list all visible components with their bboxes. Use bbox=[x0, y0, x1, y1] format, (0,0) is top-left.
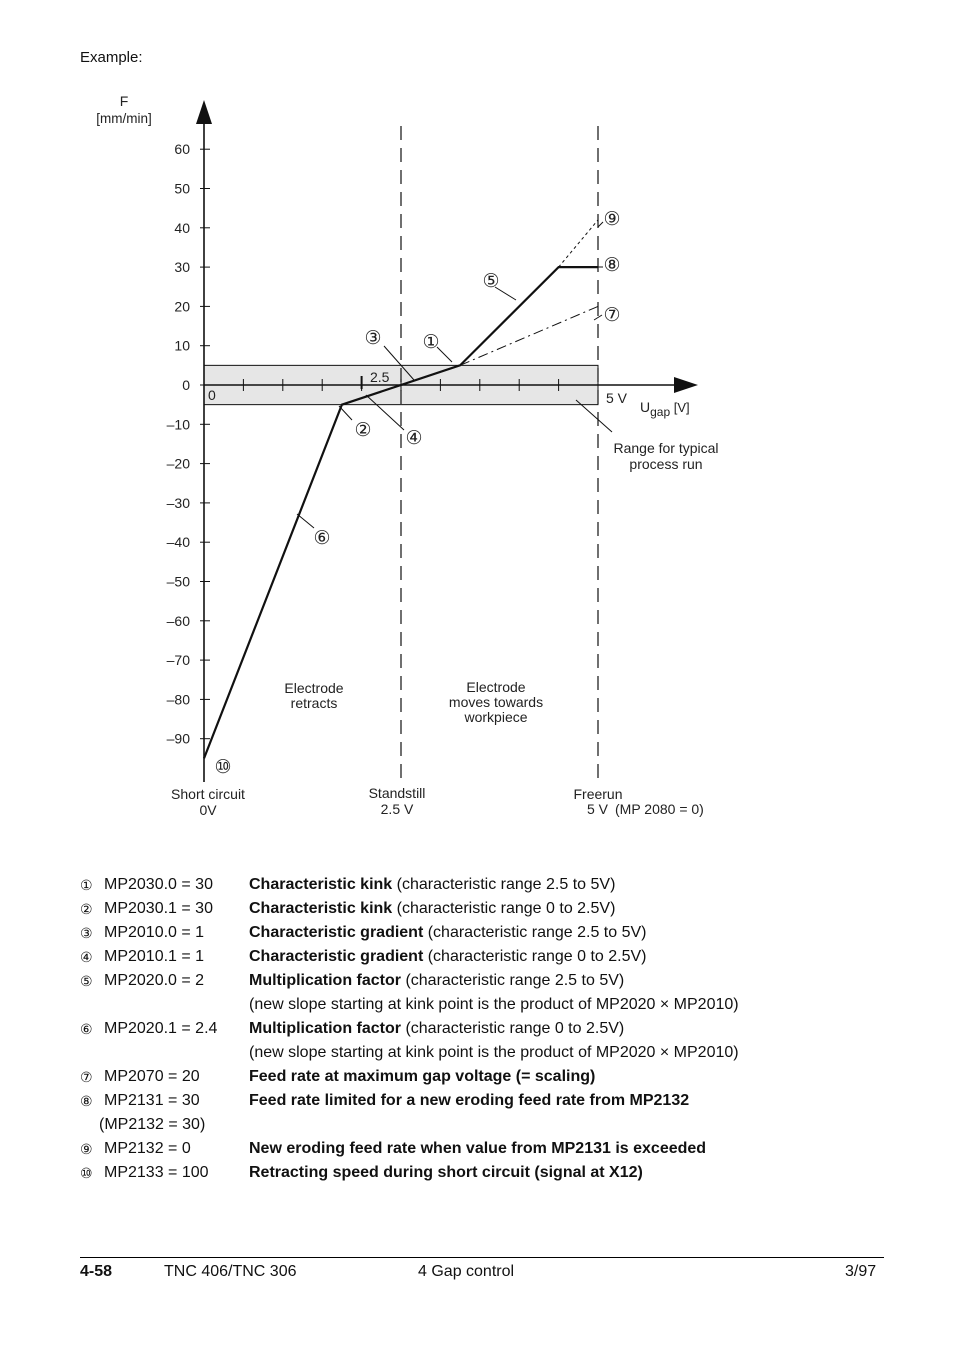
legend-term: Multiplication factor bbox=[249, 1020, 401, 1037]
y-tick-label: –30 bbox=[166, 494, 190, 511]
y-tick-label: 60 bbox=[174, 141, 190, 158]
legend-description bbox=[249, 969, 624, 993]
freerun-note: (MP 2080 = 0) bbox=[615, 801, 704, 817]
legend-term: Characteristic gradient bbox=[249, 924, 424, 941]
y-axis-unit: [mm/min] bbox=[96, 111, 152, 126]
freerun-voltage: 5 V bbox=[587, 801, 609, 817]
y-tick-label: –90 bbox=[166, 730, 190, 747]
callout-4: ④ bbox=[405, 427, 423, 449]
freerun-label: Freerun bbox=[573, 786, 623, 802]
leader-1 bbox=[339, 406, 352, 420]
footer-rule bbox=[80, 1257, 884, 1258]
legend-description bbox=[249, 993, 739, 1017]
legend-row bbox=[80, 897, 739, 921]
legend-term: Feed rate limited for a new eroding feed rate from MP2132 bbox=[249, 1092, 690, 1109]
x-axis-label: Ugap [V] bbox=[640, 399, 690, 419]
callout-5: ⑤ bbox=[482, 270, 500, 292]
callout-9: ⑨ bbox=[603, 208, 621, 230]
legend-row bbox=[80, 1113, 739, 1137]
region-right-label: Electrode bbox=[466, 679, 526, 695]
y-tick-label: –50 bbox=[166, 573, 190, 590]
legend-description bbox=[249, 945, 647, 969]
footer-product: TNC 406/TNC 306 bbox=[164, 1263, 297, 1280]
legend-number: ⑦ bbox=[80, 1069, 93, 1085]
legend-number bbox=[80, 1041, 104, 1065]
legend-row bbox=[80, 1089, 739, 1113]
region-left-label: Electrode bbox=[284, 680, 344, 696]
callout-7: ⑦ bbox=[603, 304, 621, 326]
legend-detail: (new slope starting at kink point is the product of MP2020 × MP2010) bbox=[249, 1044, 739, 1061]
y-tick-label: –10 bbox=[166, 416, 190, 433]
legend-number: ① bbox=[80, 877, 93, 893]
x-tick-25-label: 2.5 bbox=[370, 369, 390, 385]
legend-term: Characteristic kink bbox=[249, 876, 393, 893]
callout-8: ⑧ bbox=[603, 254, 621, 276]
y-tick-label: –60 bbox=[166, 612, 190, 629]
legend-description bbox=[249, 873, 615, 897]
leader-5 bbox=[297, 514, 314, 528]
example-label: Example: bbox=[80, 49, 143, 66]
callout-6: ⑥ bbox=[313, 527, 331, 549]
legend-parameter: MP2131 = 30 bbox=[104, 1092, 200, 1109]
legend-row bbox=[80, 1041, 739, 1065]
callout-10: ⑩ bbox=[214, 756, 232, 778]
legend-row bbox=[80, 1017, 739, 1041]
legend-detail: (characteristic range 2.5 to 5V) bbox=[401, 972, 625, 989]
short-circuit-voltage: 0V bbox=[199, 802, 217, 818]
callout-2: ② bbox=[354, 419, 372, 441]
y-tick-label: 10 bbox=[174, 337, 190, 354]
footer-page-number: 4-58 bbox=[80, 1263, 113, 1280]
legend-description bbox=[249, 897, 615, 921]
band-label-line1: Range for typical bbox=[613, 440, 719, 456]
series-dash-dot bbox=[460, 306, 598, 365]
legend-detail: (characteristic range 2.5 to 5V) bbox=[392, 876, 616, 893]
callout-3: ③ bbox=[364, 327, 382, 349]
legend-parameter bbox=[104, 993, 249, 1017]
legend-description bbox=[249, 1065, 595, 1089]
legend-detail: (characteristic range 0 to 2.5V) bbox=[392, 900, 616, 917]
legend-number: ⑥ bbox=[80, 1021, 93, 1037]
legend-row bbox=[80, 1161, 739, 1185]
band-label-line2: process run bbox=[629, 456, 703, 472]
legend-parameter: MP2030.0 = 30 bbox=[104, 876, 213, 893]
legend-term: Characteristic kink bbox=[249, 900, 393, 917]
leader-8 bbox=[598, 222, 603, 227]
legend-number: ④ bbox=[80, 949, 93, 965]
y-tick-label: 20 bbox=[174, 298, 190, 315]
legend-row bbox=[80, 945, 739, 969]
legend-parameter: MP2133 = 100 bbox=[104, 1164, 209, 1181]
footer-chapter: 4 Gap control bbox=[418, 1263, 515, 1280]
legend-term: New eroding feed rate when value from MP2131 is exceeded bbox=[249, 1140, 707, 1157]
legend-row bbox=[80, 993, 739, 1017]
parameter-legend bbox=[80, 873, 739, 1185]
standstill-label: Standstill bbox=[368, 785, 426, 801]
legend-row bbox=[80, 1137, 739, 1161]
legend-number: ⑧ bbox=[80, 1093, 93, 1109]
legend-number: ⑩ bbox=[80, 1165, 93, 1181]
legend-detail: (new slope starting at kink point is the product of MP2020 × MP2010) bbox=[249, 996, 739, 1013]
legend-row bbox=[80, 1065, 739, 1089]
legend-term: Feed rate at maximum gap voltage (= scaling) bbox=[249, 1068, 596, 1085]
legend-number: ⑤ bbox=[80, 973, 93, 989]
y-tick-label: –70 bbox=[166, 652, 190, 669]
legend-parameter: MP2020.1 = 2.4 bbox=[104, 1020, 218, 1037]
legend-description bbox=[249, 1017, 624, 1041]
callout-1: ① bbox=[422, 331, 440, 353]
legend-parameter: MP2132 = 0 bbox=[104, 1140, 191, 1157]
x-origin-label: 0 bbox=[208, 387, 216, 403]
standstill-voltage: 2.5 V bbox=[380, 801, 414, 817]
legend-number: ⑨ bbox=[80, 1141, 93, 1157]
legend-description bbox=[249, 1137, 706, 1161]
y-tick-label: 40 bbox=[174, 219, 190, 236]
legend-term: Multiplication factor bbox=[249, 972, 401, 989]
legend-row bbox=[80, 873, 739, 897]
legend-row bbox=[80, 921, 739, 945]
x-axis-arrow bbox=[674, 377, 698, 393]
y-tick-label: –40 bbox=[166, 534, 190, 551]
region-left-label: retracts bbox=[290, 695, 338, 711]
short-circuit-label: Short circuit bbox=[171, 786, 245, 802]
region-right-label: moves towards bbox=[448, 694, 544, 710]
legend-term: Retracting speed during short circuit (signal at X12) bbox=[249, 1164, 643, 1181]
legend-number: ② bbox=[80, 901, 93, 917]
legend-detail: (characteristic range 2.5 to 5V) bbox=[423, 924, 647, 941]
legend-parameter: MP2070 = 20 bbox=[104, 1068, 200, 1085]
region-right-label: workpiece bbox=[464, 709, 528, 725]
footer-date: 3/97 bbox=[845, 1263, 877, 1280]
legend-parameter: MP2020.0 = 2 bbox=[104, 972, 205, 989]
legend-parameter: MP2010.1 = 1 bbox=[104, 948, 205, 965]
legend-detail: (characteristic range 0 to 2.5V) bbox=[423, 948, 647, 965]
legend-number bbox=[80, 993, 104, 1017]
legend-row bbox=[80, 969, 739, 993]
legend-term: Characteristic gradient bbox=[249, 948, 424, 965]
legend-parameter: (MP2132 = 30) bbox=[99, 1116, 206, 1133]
legend-description bbox=[249, 1089, 689, 1113]
y-tick-label: 50 bbox=[174, 180, 190, 197]
y-tick-label: –80 bbox=[166, 691, 190, 708]
y-axis-label: F bbox=[119, 93, 129, 109]
legend-description bbox=[249, 1161, 643, 1185]
legend-description bbox=[249, 1041, 739, 1065]
legend-detail: (characteristic range 0 to 2.5V) bbox=[401, 1020, 625, 1037]
x-tick-5-label: 5 V bbox=[606, 390, 628, 406]
series-dotted bbox=[559, 220, 598, 267]
legend-number: ③ bbox=[80, 925, 93, 941]
legend-parameter: MP2030.1 = 30 bbox=[104, 900, 213, 917]
y-axis-arrow bbox=[196, 100, 212, 124]
y-tick-label: –20 bbox=[166, 455, 190, 472]
legend-parameter bbox=[104, 1041, 249, 1065]
legend-parameter: MP2010.0 = 1 bbox=[104, 924, 205, 941]
y-tick-label: 0 bbox=[182, 377, 190, 393]
legend-description bbox=[249, 921, 647, 945]
y-tick-label: 30 bbox=[174, 259, 190, 276]
